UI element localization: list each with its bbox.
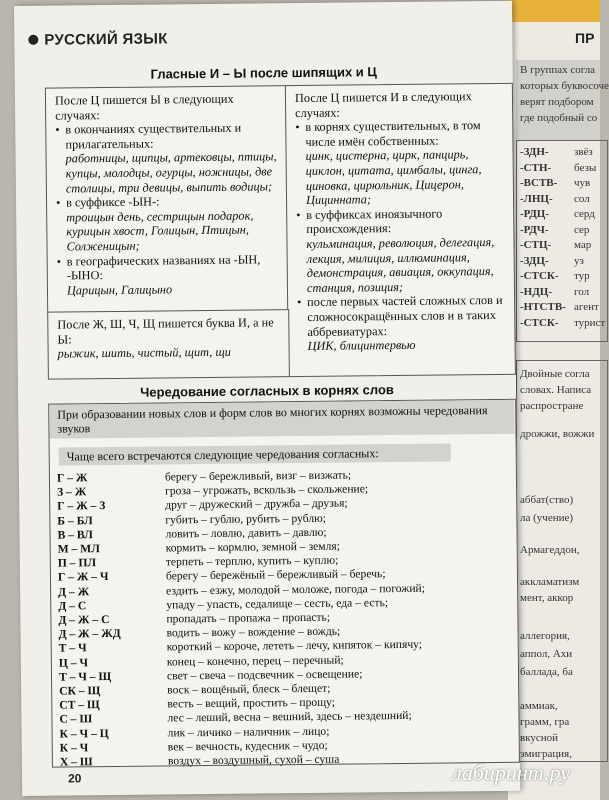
left-bullet: • в суффиксе -ЫН-: [56, 193, 282, 210]
right-example: кульминация, революция, делегация, лекция, милиция, иллюминация, демонстрация, авиация, оккупация, станция, позиция; [306, 234, 495, 295]
left-example: Царицын, Галицыно [66, 282, 173, 298]
right-bullet: • в суффиксах иноязычного происхождения: [296, 206, 508, 237]
left-bullet: • в географических названиях на -ЫН, -ЫНО: [57, 252, 283, 284]
left-intro: После Ц пишется Ы в следующих случаях: [54, 91, 234, 123]
left-bullet: • в окончаниях существительных и прилагательных: [55, 120, 281, 152]
right-code-word: турист [574, 316, 606, 329]
alternation-example: конец – конечно, перец – перечный; [166, 653, 344, 669]
alternation-example: ловить – ловлю, давить – давлю; [165, 525, 327, 541]
right-word: аллегория, [520, 630, 570, 642]
alternation-pattern: К – Ч – Ц [59, 726, 109, 741]
right-word: вкусной [520, 732, 559, 744]
right-text: распростране [520, 400, 584, 412]
bullet-icon [28, 35, 38, 45]
right-text: которых буквосоче [520, 80, 609, 92]
right-code: -РДЦ- [520, 208, 549, 220]
section-header [28, 30, 167, 48]
alternation-pattern: Д – С [58, 599, 87, 613]
right-code-word: гол [574, 285, 590, 298]
watermark: лабиринт.ру [452, 760, 570, 785]
right-code: -СТСК- [520, 270, 559, 282]
alternation-example: губить – гублю, рубить – рублю; [165, 511, 327, 527]
right-page-heading: ПР [575, 30, 595, 46]
alternation-example: терпеть – терплю, купить – куплю; [165, 553, 339, 569]
book-page [14, 1, 520, 796]
alternation-example: кормить – кормлю, земной – земля; [165, 539, 341, 555]
alternation-pattern: Г – Ж [56, 471, 88, 485]
right-code: -НДЦ- [520, 285, 553, 298]
alternation-example: век – вечность, кудесник – чудо; [167, 738, 328, 754]
right-code: -РДЧ- [520, 223, 549, 236]
consonants-subheader: Чаще всего встречаются следующие чередования согласных: [59, 443, 451, 465]
right-word: мент, аккор [520, 592, 574, 604]
alternation-example: друг – дружеский – дружба – друзья; [165, 496, 348, 512]
right-code-word: чув [574, 177, 591, 189]
consonants-title: Чередование согласных в корнях слов [140, 382, 394, 400]
alternation-pattern: Ц – Ч [58, 655, 89, 670]
alternation-pattern: В – ВЛ [57, 528, 93, 542]
right-text: где подобный со [520, 112, 598, 124]
alternation-pattern: Д – Ж – С [58, 613, 110, 627]
right-code-word: серд [574, 208, 595, 220]
left-example: работницы, щипцы, артековцы, птицы, купцы, молодцы, огурцы, ножницы, две столицы, три девицы, выпить водицы; [65, 149, 277, 196]
alternation-pattern: З – Ж [57, 485, 87, 499]
right-word: аммиак, [520, 700, 558, 712]
left-bottom-rule: После Ж, Ш, Ч, Щ пишется буква И, а не Ы: [57, 315, 274, 347]
alternation-example: лик – личико – наличник – лицо; [167, 724, 330, 740]
right-word: грамм, гра [520, 716, 570, 728]
right-code-word: уз [574, 254, 584, 267]
alternation-pattern: Г – Ж – Ч [57, 570, 109, 584]
alternation-example: весть – вещий, простить – прощу; [167, 695, 336, 711]
vowels-left-column [55, 91, 283, 298]
right-text: верят подбором [520, 96, 594, 108]
alternation-example: пропадать – пропажа – пропасть; [166, 610, 331, 626]
vowels-right-column [295, 89, 510, 354]
right-code-word: сер [574, 223, 590, 236]
right-code: -СТСК- [520, 316, 559, 329]
right-word: аппол, Ахи [520, 648, 573, 660]
section-title: РУССКИЙ ЯЗЫК [44, 30, 168, 49]
right-intro: После Ц пишется И в следующих случаях: [294, 89, 472, 120]
right-text: Двойные согла [520, 368, 590, 380]
right-word: аккламатизм [520, 576, 580, 588]
alternation-example: упаду – упасть, седалище – сесть, еда – есть; [166, 595, 389, 612]
alternation-example: воск – вощёный, блеск – блещет; [167, 681, 331, 697]
alternation-pattern: К – Ч [59, 741, 89, 755]
alternation-pattern: П – ПЛ [57, 556, 97, 570]
alternation-pattern: С – Ш [59, 712, 93, 726]
alternation-example: ездить – езжу, молодой – моложе, погода – погожий; [166, 581, 425, 598]
alternation-pattern: СТ – Щ [59, 698, 100, 712]
alternation-example: воздух – воздушный, сухой – суша [167, 752, 340, 768]
right-code-word: агент [574, 301, 599, 313]
right-text: В группах согла [520, 64, 596, 76]
right-code: -ЗДН- [520, 146, 549, 158]
right-example: ЦИК, блицинтервью [307, 337, 416, 354]
right-word: эмиграция, [520, 748, 572, 760]
vowels-title: Гласные И – Ы после шипящих и Ц [150, 64, 377, 82]
vowels-left-bottom [57, 315, 283, 361]
right-code: -СТН- [520, 161, 552, 174]
right-code: -СТЦ- [520, 239, 552, 251]
alternation-pattern: Б – БЛ [57, 513, 93, 528]
alternation-pattern: Х – Ш [59, 755, 93, 769]
right-word: Армагеддон, [520, 544, 580, 556]
right-code: -НТСТВ- [520, 301, 566, 313]
right-word: аббат(ство) [520, 494, 574, 506]
alternation-example: гроза – угрожать, вскользь – скольжение; [165, 482, 369, 498]
alternation-example: короткий – короче, лететь – лечу, кипяток – кипячу; [166, 638, 423, 654]
alternation-pattern: Т – Ч [58, 641, 87, 655]
left-example: троицын день, сестрицын подарок, курицын хвост, Голицын, Птицын, Солженицын; [66, 208, 254, 254]
right-bullet: • после первых частей сложных слов и сложносокращённых слов и в таких аббревиатурах: [297, 293, 509, 339]
alternation-example: водить – вожу – вождение – вождь; [166, 624, 341, 640]
right-example: цинк, цистерна, цирк, панцирь, циклон, цитата, цимбалы, цинга, циновка, цирюльник, Цицерон, Цицинната; [305, 147, 482, 208]
alternation-pattern: Т – Ч – Щ [58, 669, 112, 684]
alternation-pattern: Г – Ж – З [57, 499, 106, 513]
right-code: -ВСТВ- [520, 177, 558, 189]
alternation-pattern: СК – Щ [59, 684, 101, 698]
right-word: дрожжи, вожжи [520, 428, 595, 440]
right-code-word: мар [574, 239, 592, 251]
right-page-tab [508, 0, 600, 22]
right-code: -ЛНЦ- [520, 192, 553, 205]
right-code: -ЗДЦ- [520, 254, 549, 267]
alternation-pattern: М – МЛ [57, 542, 100, 556]
left-bottom-example: рыжик, шить, чистый, щит, щи [57, 344, 231, 361]
alternation-example: берегу – бережливый, визг – визжать; [164, 468, 352, 484]
consonants-intro: При образовании новых слов и форм слов во многих корнях возможны чередования звуков [49, 400, 514, 439]
right-word: баллада, ба [520, 666, 573, 678]
right-word: ла (учение) [520, 512, 574, 524]
right-code-word: безы [574, 161, 597, 174]
page-number: 20 [68, 771, 82, 786]
right-bullet: • в корнях существительных, в том числе имён собственных: [295, 118, 507, 149]
alternation-pattern: Д – Ж – ЖД [58, 627, 121, 641]
alternation-example: свет – свеча – подсвечник – освещение; [166, 667, 363, 683]
alternation-pattern: Д – Ж [58, 584, 90, 599]
alternation-example: берегу – бережёный – бережливый – беречь; [165, 567, 386, 583]
right-text: словах. Написа [520, 384, 592, 396]
right-code-word: тур [574, 270, 590, 282]
alternation-example: лес – леший, весна – вешний, здесь – нездешний; [167, 709, 412, 725]
right-code-word: звёз [574, 146, 593, 158]
right-code-word: сол [574, 192, 590, 205]
